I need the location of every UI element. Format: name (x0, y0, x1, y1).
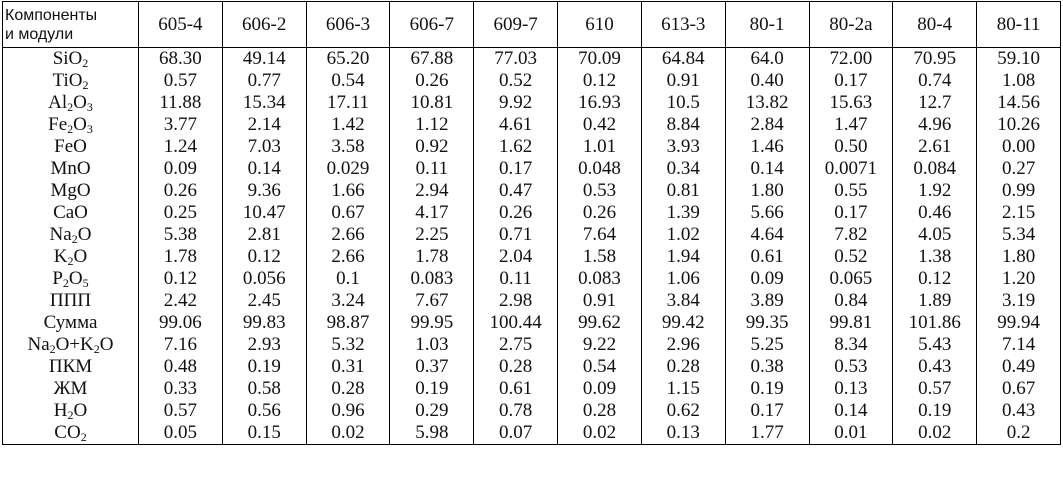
formula-subscript: 2 (67, 254, 74, 268)
table-cell: 1.15 (641, 378, 725, 400)
table-cell: 0.083 (558, 268, 642, 290)
table-cell: 98.87 (306, 312, 390, 334)
table-cell: 0.43 (977, 400, 1061, 422)
table-cell: 1.38 (893, 246, 977, 268)
table-cell: 17.11 (306, 92, 390, 114)
table-cell: 2.61 (893, 136, 977, 158)
formula-text: O (77, 224, 92, 245)
sample-header: 80-11 (977, 2, 1061, 48)
table-cell: 0.17 (725, 400, 809, 422)
table-cell: 1.01 (558, 136, 642, 158)
table-cell: 1.78 (139, 246, 223, 268)
table-cell: 99.94 (977, 312, 1061, 334)
table-cell: 0.0071 (809, 158, 893, 180)
header-row (3, 2, 1061, 48)
table-cell: 0.13 (641, 422, 725, 445)
table-cell: 0.09 (558, 378, 642, 400)
table-cell: 0.57 (139, 400, 223, 422)
component-label (3, 378, 139, 400)
table-cell: 3.84 (641, 290, 725, 312)
table-cell: 0.55 (809, 180, 893, 202)
table-cell: 2.75 (474, 334, 558, 356)
component-label (3, 224, 139, 246)
table-cell: 64.0 (725, 48, 809, 71)
table-cell: 5.38 (139, 224, 223, 246)
table-cell: 0.53 (809, 356, 893, 378)
table-cell: 99.81 (809, 312, 893, 334)
table-cell: 0.25 (139, 202, 223, 224)
formula-subscript: 2 (80, 430, 87, 444)
formula-subscript: 2 (71, 232, 78, 246)
table-cell: 0.27 (977, 158, 1061, 180)
table-cell: 2.25 (390, 224, 474, 246)
table-cell: 77.03 (474, 48, 558, 71)
table-cell: 0.99 (977, 180, 1061, 202)
table-cell: 99.83 (222, 312, 306, 334)
table-cell: 1.92 (893, 180, 977, 202)
formula-subscript: 3 (86, 100, 93, 114)
component-label (3, 422, 139, 445)
table-cell: 1.03 (390, 334, 474, 356)
table-cell: 9.92 (474, 92, 558, 114)
table-body (3, 48, 1061, 445)
table-cell: 0.19 (222, 356, 306, 378)
table-cell: 0.26 (558, 202, 642, 224)
table-cell: 4.05 (893, 224, 977, 246)
formula-text: CaO (53, 202, 88, 223)
table-cell: 0.14 (222, 158, 306, 180)
formula-subscript: 2 (62, 276, 69, 290)
table-cell: 7.16 (139, 334, 223, 356)
table-cell: 2.04 (474, 246, 558, 268)
table-cell: 0.54 (558, 356, 642, 378)
formula-text: Fe (48, 114, 68, 135)
table-cell: 16.93 (558, 92, 642, 114)
sample-header: 610 (558, 2, 642, 48)
table-cell: 10.81 (390, 92, 474, 114)
table-cell: 5.43 (893, 334, 977, 356)
table-cell: 1.80 (725, 180, 809, 202)
component-label (3, 400, 139, 422)
table-cell: 1.20 (977, 268, 1061, 290)
table-cell: 0.19 (893, 400, 977, 422)
table-row (3, 158, 1061, 180)
table-cell: 0.49 (977, 356, 1061, 378)
table-cell: 5.25 (725, 334, 809, 356)
table-cell: 1.12 (390, 114, 474, 136)
table-cell: 0.17 (809, 202, 893, 224)
sample-header: 606-3 (306, 2, 390, 48)
formula-subscript: 2 (67, 100, 74, 114)
table-cell: 15.34 (222, 92, 306, 114)
table-cell: 0.28 (474, 356, 558, 378)
table-cell: 0.28 (641, 356, 725, 378)
table-cell: 0.54 (306, 70, 390, 92)
formula-subscript: 3 (86, 122, 93, 136)
table-cell: 0.52 (474, 70, 558, 92)
table-cell: 2.66 (306, 224, 390, 246)
table-cell: 0.42 (558, 114, 642, 136)
table-cell: 5.32 (306, 334, 390, 356)
sample-header: 80-4 (893, 2, 977, 48)
components-header-line2: и модули (5, 25, 74, 43)
table-cell: 0.14 (809, 400, 893, 422)
table-cell: 0.1 (306, 268, 390, 290)
table-cell: 0.57 (139, 70, 223, 92)
table-cell: 1.39 (641, 202, 725, 224)
table-cell: 67.88 (390, 48, 474, 71)
table-cell: 2.15 (977, 202, 1061, 224)
table-cell: 0.14 (725, 158, 809, 180)
formula-text: Na (27, 334, 50, 355)
component-label (3, 158, 139, 180)
table-cell: 13.82 (725, 92, 809, 114)
formula-subscript: 2 (82, 78, 89, 92)
table-cell: 14.56 (977, 92, 1061, 114)
sample-header: 613-3 (641, 2, 725, 48)
table-cell: 0.02 (558, 422, 642, 445)
table-cell: 12.7 (893, 92, 977, 114)
table-row (3, 202, 1061, 224)
table-cell: 72.00 (809, 48, 893, 71)
table-cell: 0.00 (977, 136, 1061, 158)
table-cell: 59.10 (977, 48, 1061, 71)
table-cell: 0.56 (222, 400, 306, 422)
table-cell: 8.34 (809, 334, 893, 356)
table-cell: 0.07 (474, 422, 558, 445)
table-row (3, 378, 1061, 400)
table-row (3, 334, 1061, 356)
formula-text: MnO (50, 158, 91, 179)
table-cell: 2.96 (641, 334, 725, 356)
component-label (3, 70, 139, 92)
table-cell: 0.13 (809, 378, 893, 400)
table-cell: 7.03 (222, 136, 306, 158)
table-cell: 3.93 (641, 136, 725, 158)
sample-header: 606-2 (222, 2, 306, 48)
table-cell: 0.12 (139, 268, 223, 290)
table-cell: 0.2 (977, 422, 1061, 445)
table-cell: 1.46 (725, 136, 809, 158)
table-cell: 10.5 (641, 92, 725, 114)
formula-text: P (52, 268, 63, 289)
table-cell: 100.44 (474, 312, 558, 334)
table-cell: 7.82 (809, 224, 893, 246)
table-cell: 1.47 (809, 114, 893, 136)
table-row (3, 246, 1061, 268)
table-cell: 0.26 (390, 70, 474, 92)
table-cell: 2.14 (222, 114, 306, 136)
component-label (3, 356, 139, 378)
table-cell: 70.09 (558, 48, 642, 71)
table-cell: 3.24 (306, 290, 390, 312)
formula-text: MgO (50, 180, 91, 201)
table-cell: 0.12 (558, 70, 642, 92)
table-cell: 7.14 (977, 334, 1061, 356)
table-cell: 0.11 (474, 268, 558, 290)
table-cell: 5.98 (390, 422, 474, 445)
table-cell: 0.91 (558, 290, 642, 312)
component-label (3, 114, 139, 136)
formula-text: O (99, 334, 114, 355)
table-cell: 10.47 (222, 202, 306, 224)
table-cell: 99.95 (390, 312, 474, 334)
table-row (3, 422, 1061, 445)
formula-text: O (73, 246, 88, 267)
table-cell: 0.28 (306, 378, 390, 400)
table-cell: 0.26 (474, 202, 558, 224)
table-cell: 70.95 (893, 48, 977, 71)
table-cell: 0.46 (893, 202, 977, 224)
sample-header: 80-1 (725, 2, 809, 48)
table-cell: 0.61 (474, 378, 558, 400)
table-cell: 4.61 (474, 114, 558, 136)
component-label (3, 202, 139, 224)
table-row (3, 114, 1061, 136)
table-cell: 0.57 (893, 378, 977, 400)
table-cell: 0.67 (306, 202, 390, 224)
table-cell: 0.67 (977, 378, 1061, 400)
table-cell: 0.17 (474, 158, 558, 180)
table-cell: 0.29 (390, 400, 474, 422)
table-cell: 2.84 (725, 114, 809, 136)
table-row (3, 180, 1061, 202)
table-cell: 0.05 (139, 422, 223, 445)
table-cell: 0.26 (139, 180, 223, 202)
table-cell: 11.88 (139, 92, 223, 114)
table-cell: 1.24 (139, 136, 223, 158)
formula-subscript: 2 (82, 56, 89, 70)
formula-text: Сумма (43, 312, 98, 333)
table-cell: 1.42 (306, 114, 390, 136)
table-cell: 1.94 (641, 246, 725, 268)
table-cell: 5.34 (977, 224, 1061, 246)
table-cell: 10.26 (977, 114, 1061, 136)
table-cell: 0.056 (222, 268, 306, 290)
formula-text: CO (54, 422, 81, 443)
table-row (3, 136, 1061, 158)
table-cell: 1.02 (641, 224, 725, 246)
formula-text: O+K (55, 334, 94, 355)
table-cell: 1.08 (977, 70, 1061, 92)
table-cell: 2.98 (474, 290, 558, 312)
table-cell: 9.22 (558, 334, 642, 356)
formula-subscript: 2 (93, 342, 100, 356)
table-cell: 2.93 (222, 334, 306, 356)
table-cell: 5.66 (725, 202, 809, 224)
table-cell: 99.42 (641, 312, 725, 334)
table-cell: 1.89 (893, 290, 977, 312)
table-cell: 0.48 (139, 356, 223, 378)
table-cell: 0.84 (809, 290, 893, 312)
table-cell: 0.47 (474, 180, 558, 202)
component-label (3, 246, 139, 268)
formula-text: Al (48, 92, 68, 113)
component-label (3, 136, 139, 158)
table-row (3, 48, 1061, 71)
table-cell: 2.45 (222, 290, 306, 312)
table-cell: 101.86 (893, 312, 977, 334)
table-cell: 7.67 (390, 290, 474, 312)
table-cell: 0.02 (306, 422, 390, 445)
table-cell: 0.19 (390, 378, 474, 400)
table-cell: 8.84 (641, 114, 725, 136)
table-cell: 0.029 (306, 158, 390, 180)
table-cell: 0.74 (893, 70, 977, 92)
table-cell: 0.33 (139, 378, 223, 400)
table-cell: 0.77 (222, 70, 306, 92)
formula-text: ПКМ (48, 356, 93, 377)
table-cell: 3.58 (306, 136, 390, 158)
table-cell: 0.09 (725, 268, 809, 290)
table-cell: 64.84 (641, 48, 725, 71)
table-cell: 1.06 (641, 268, 725, 290)
table-cell: 0.11 (390, 158, 474, 180)
table-cell: 2.81 (222, 224, 306, 246)
table-cell: 2.66 (306, 246, 390, 268)
table-cell: 49.14 (222, 48, 306, 71)
table-cell: 7.64 (558, 224, 642, 246)
component-label (3, 334, 139, 356)
table-cell: 68.30 (139, 48, 223, 71)
table-cell: 99.06 (139, 312, 223, 334)
table-cell: 0.02 (893, 422, 977, 445)
table-cell: 0.31 (306, 356, 390, 378)
table-cell: 0.40 (725, 70, 809, 92)
table-cell: 3.19 (977, 290, 1061, 312)
formula-subscript: 2 (67, 122, 74, 136)
table-cell: 0.12 (893, 268, 977, 290)
table-cell: 4.96 (893, 114, 977, 136)
formula-text: ППП (49, 290, 92, 311)
table-cell: 99.35 (725, 312, 809, 334)
table-cell: 0.50 (809, 136, 893, 158)
formula-text: O (73, 400, 88, 421)
table-cell: 2.94 (390, 180, 474, 202)
table-row (3, 224, 1061, 246)
table-cell: 0.43 (893, 356, 977, 378)
sample-header: 606-7 (390, 2, 474, 48)
formula-text: SiO (52, 48, 83, 69)
table-cell: 0.17 (809, 70, 893, 92)
formula-text: TiO (52, 70, 83, 91)
table-cell: 0.15 (222, 422, 306, 445)
table-cell: 1.78 (390, 246, 474, 268)
table-row (3, 290, 1061, 312)
table-cell: 0.52 (809, 246, 893, 268)
table-cell: 0.084 (893, 158, 977, 180)
table-cell: 15.63 (809, 92, 893, 114)
table-cell: 0.91 (641, 70, 725, 92)
table-cell: 0.12 (222, 246, 306, 268)
formula-subscript: 2 (67, 408, 74, 422)
table-cell: 1.77 (725, 422, 809, 445)
component-label (3, 48, 139, 71)
table-cell: 9.36 (222, 180, 306, 202)
component-label (3, 312, 139, 334)
formula-text: H (53, 400, 68, 421)
table-row (3, 268, 1061, 290)
formula-text: FeO (54, 136, 87, 157)
table-cell: 0.38 (725, 356, 809, 378)
table-cell: 0.92 (390, 136, 474, 158)
formula-text: ЖМ (53, 378, 88, 399)
table-row (3, 92, 1061, 114)
table-cell: 0.09 (139, 158, 223, 180)
table-cell: 3.77 (139, 114, 223, 136)
table-cell: 0.28 (558, 400, 642, 422)
chemical-composition-table (2, 1, 1061, 445)
table-cell: 0.61 (725, 246, 809, 268)
table-cell: 0.96 (306, 400, 390, 422)
sample-header: 605-4 (139, 2, 223, 48)
table-cell: 0.34 (641, 158, 725, 180)
component-label (3, 180, 139, 202)
table-cell: 2.42 (139, 290, 223, 312)
table-cell: 0.78 (474, 400, 558, 422)
table-cell: 3.89 (725, 290, 809, 312)
table-row (3, 356, 1061, 378)
formula-subscript: 5 (82, 276, 89, 290)
table-row (3, 400, 1061, 422)
table-cell: 4.64 (725, 224, 809, 246)
components-header (3, 2, 139, 48)
table-cell: 0.01 (809, 422, 893, 445)
table-cell: 1.58 (558, 246, 642, 268)
table-cell: 4.17 (390, 202, 474, 224)
table-cell: 0.62 (641, 400, 725, 422)
table-cell: 1.80 (977, 246, 1061, 268)
formula-subscript: 2 (49, 342, 56, 356)
component-label (3, 290, 139, 312)
table-cell: 1.62 (474, 136, 558, 158)
table-row (3, 70, 1061, 92)
sample-header: 609-7 (474, 2, 558, 48)
formula-text: Na (49, 224, 72, 245)
table-cell: 0.048 (558, 158, 642, 180)
table-cell: 0.083 (390, 268, 474, 290)
table-cell: 0.065 (809, 268, 893, 290)
table-cell: 0.37 (390, 356, 474, 378)
table-cell: 1.66 (306, 180, 390, 202)
formula-text: O (73, 114, 87, 135)
table-cell: 99.62 (558, 312, 642, 334)
components-header-line1: Компоненты (5, 6, 98, 24)
table-cell: 65.20 (306, 48, 390, 71)
table-cell: 0.19 (725, 378, 809, 400)
table-cell: 0.81 (641, 180, 725, 202)
table-cell: 0.71 (474, 224, 558, 246)
table-row (3, 312, 1061, 334)
component-label (3, 92, 139, 114)
table-cell: 0.58 (222, 378, 306, 400)
sample-header: 80-2a (809, 2, 893, 48)
formula-text: K (53, 246, 68, 267)
component-label (3, 268, 139, 290)
formula-text: O (68, 268, 83, 289)
formula-text: O (73, 92, 87, 113)
table-cell: 0.53 (558, 180, 642, 202)
